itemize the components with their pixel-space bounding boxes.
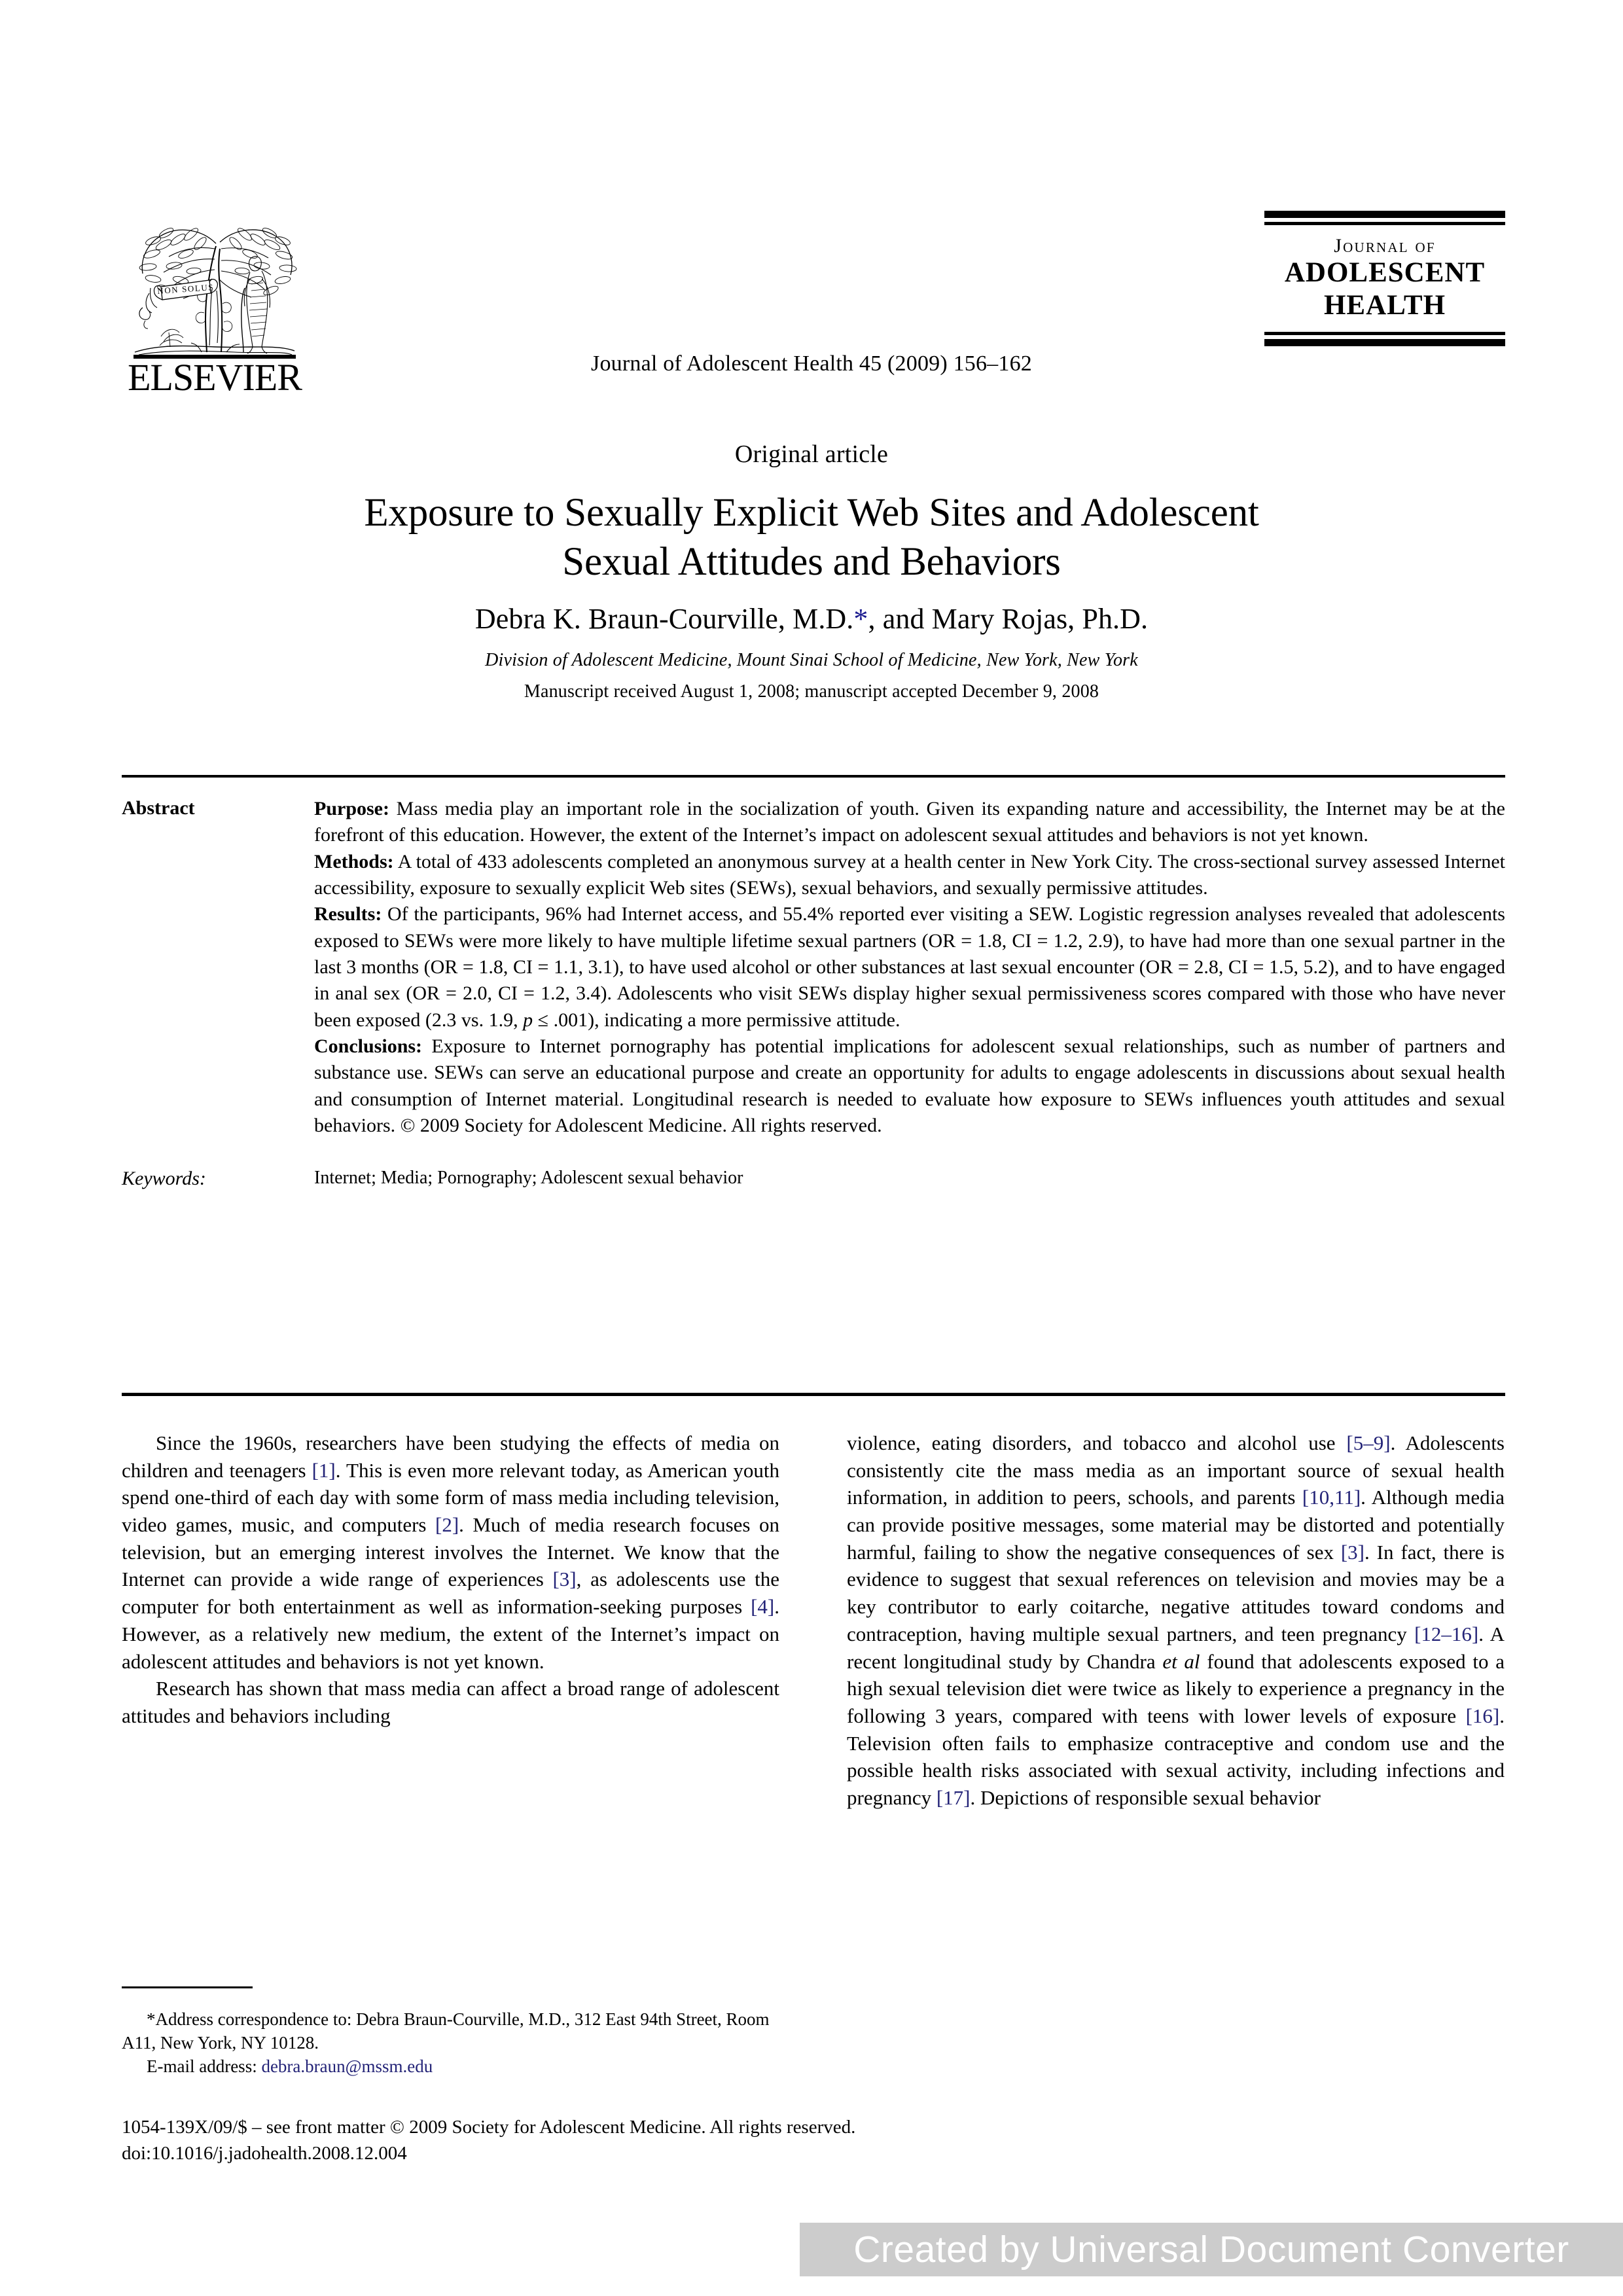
footnote-block [122,2008,783,2079]
doi-line: doi:10.1016/j.jadohealth.2008.12.004 [122,2143,407,2164]
correspondence-note: *Address correspondence to: Debra Braun-Courville, M.D., 312 East 94th Street, Room A11, New York, NY 10128. [122,2009,770,2053]
citation-ref-1[interactable]: [1] [312,1458,336,1482]
left-para1-c: . Much of media research focuses on television, but an emerging interest involves the Internet. We know that the Internet can provide a wide range of experiences [122,1513,779,1591]
citation-ref-10-11[interactable]: [10,11] [1302,1486,1361,1509]
citation-ref-4[interactable]: [4] [751,1595,775,1619]
abstract-results [314,901,1505,1033]
et-al-italic: et al [1162,1649,1200,1673]
page-title [196,488,1427,586]
right-para-e: . A recent longitudinal study by Chandra [847,1622,1505,1673]
abstract-conclusions-heading: Conclusions: [314,1035,423,1058]
author-primary: Debra K. Braun-Courville, M.D. [474,603,854,636]
author-affiliation: Division of Adolescent Medicine, Mount Sinai School of Medicine, New York, New York [485,650,1138,671]
right-para-a: violence, eating disorders, and tobacco and alcohol use [847,1431,1347,1454]
journal-logo-line-health: HEALTH [1323,290,1446,321]
watermark-banner [800,2223,1623,2276]
citation-ref-3[interactable]: [3] [1340,1540,1365,1564]
citation-ref-17[interactable]: [17] [936,1785,971,1809]
abstract-row [122,796,1505,1139]
svg-text:NON SOLUS: NON SOLUS [156,281,215,296]
abstract-conclusions [314,1033,1505,1139]
left-para1-d: , as adolescents use the computer for both entertainment as well as information-seeking purposes [122,1568,779,1619]
abstract-body [314,796,1505,1139]
left-para1-a: Since the 1960s, researchers have been studying the effects of media on children and teenagers [122,1431,779,1482]
citation-ref-5-9[interactable]: [5–9] [1346,1431,1391,1454]
corresponding-author-asterisk[interactable]: * [853,603,868,636]
right-para-d: . In fact, there is evidence to suggest that sexual references on television and movies may be a key contributor to early coitarche, negative attitudes toward condoms and contraception, having multiple sexual partners, and teen pregnancy [847,1540,1505,1645]
email-label: E-mail address: [147,2056,262,2076]
front-matter-block [122,2114,1169,2166]
body-paragraph: Research has shown that mass media can affect a broad range of adolescent attitudes and behaviors including [122,1677,779,1727]
citation-ref-12-16[interactable]: [12–16] [1414,1622,1479,1645]
right-para-h: . Depictions of responsible sexual behavior [970,1785,1321,1809]
abstract-top-rule [122,775,1505,778]
body-column-right [847,1429,1505,1812]
body-paragraph [847,1429,1505,1812]
abstract-results-text-b: ≤ .001), indicating a more permissive attitude. [533,1009,901,1031]
abstract-label: Abstract [122,797,195,819]
right-para-c: . Although media can provide positive messages, some material may be distorted and potentially harmful, failing to show the negative consequences of sex [847,1486,1505,1564]
citation-ref-2[interactable]: [2] [435,1513,459,1537]
abstract-bottom-rule [122,1393,1505,1396]
abstract-methods-heading: Methods: [314,850,394,872]
abstract-results-heading: Results: [314,903,382,925]
svg-text:ELSEVIER: ELSEVIER [128,356,302,395]
keywords-list: Internet; Media; Pornography; Adolescent sexual behavior [314,1168,743,1189]
right-para-g: . Television often fails to emphasize contraceptive and condom use and the possible health risks associated with sexual activity, including infections and pregnancy [847,1704,1505,1809]
abstract-results-text-a: Of the participants, 96% had Internet access, and 55.4% reported ever visiting a SEW. Logistic regression analyses revealed that adolescents exposed to SEWs were more likely to have multiple lifetime sexual partners (OR = 1.8, CI = 1.2, 2.9), to have had more than one sexual partner in the last 3 months (OR = 1.8, CI = 1.1, 3.1), to have used alcohol or other substances at last sexual encounter (OR = 2.8, CI = 1.5, 5.2), and to have engaged in anal sex (OR = 2.0, CI = 1.2, 3.4). Adolescents who visit SEWs display higher sexual permissiveness scores compared with those who have never been exposed (2.3 vs. 1.9, [314,903,1505,1031]
body-paragraph [122,1429,779,1675]
manuscript-dates: Manuscript received August 1, 2008; manuscript accepted December 9, 2008 [524,681,1099,702]
abstract-section [122,796,1505,1191]
abstract-methods [314,849,1505,902]
journal-logo-line-adolescent: ADOLESCENT [1284,257,1486,288]
author-secondary: , and Mary Rojas, Ph.D. [868,603,1149,636]
abstract-purpose-heading: Purpose: [314,798,389,819]
masthead [0,196,1623,399]
citation-ref-16[interactable]: [16] [1465,1704,1500,1727]
right-para-b: . Adolescents consistently cite the mass media as an important source of sexual health information, in addition to peers, schools, and parents [847,1431,1505,1509]
title-block [196,440,1427,702]
elsevier-logo [123,206,306,395]
journal-logo [1264,211,1505,346]
citation-ref-3[interactable]: [3] [552,1568,577,1591]
abstract-purpose [314,796,1505,849]
left-para1-b: . This is even more relevant today, as American youth spend one-third of each day with some form of mass media including television, video games, music, and computers [122,1458,779,1537]
keywords-label: Keywords: [122,1168,206,1190]
issn-copyright-line: 1054-139X/09/$ – see front matter © 2009 Society for Adolescent Medicine. All rights reserved. [122,2117,856,2138]
left-para1-e: . However, as a relatively new medium, the extent of the Internet’s impact on adolescent attitudes and behaviors is not yet known. [122,1595,779,1673]
abstract-results-p-symbol: p [523,1009,533,1031]
body-column-left [122,1429,779,1730]
email-link[interactable]: debra.braun@mssm.edu [261,2056,433,2076]
email-note [122,2055,783,2079]
journal-logo-line-journal-of: Journal of [1334,235,1436,257]
abstract-conclusions-text: Exposure to Internet pornography has potential implications for adolescent sexual relationships, such as number of partners and substance use. SEWs can serve an educational purpose and create an opportunity for adults to engage adolescents in discussions about sexual health and consumption of Internet material. Longitudinal research is needed to evaluate how exposure to SEWs influences youth attitudes and sexual behaviors. © 2009 Society for Adolescent Medicine. All rights reserved. [314,1035,1505,1137]
author-list [196,602,1427,636]
journal-logo-bottom-rules [1264,332,1505,346]
abstract-purpose-text: Mass media play an important role in the socialization of youth. Given its expanding nature and accessibility, the Internet may be at the forefront of this education. However, the extent of the Internet’s impact on adolescent sexual attitudes and behaviors is not yet known. [314,798,1505,846]
article-title-line-2: Sexual Attitudes and Behaviors [562,540,1061,584]
article-title-line-1: Exposure to Sexually Explicit Web Sites and Adolescent [364,491,1259,535]
abstract-methods-text: A total of 433 adolescents completed an anonymous survey at a health center in New York City. The cross-sectional survey assessed Internet accessibility, exposure to sexually explicit Web sites (SEWs), sexual behaviors, and sexually permissive attitudes. [314,850,1505,899]
watermark-text: Created by Universal Document Converter [853,2229,1569,2270]
journal-citation-line: Journal of Adolescent Health 45 (2009) 156–162 [591,351,1032,376]
right-para-f: found that adolescents exposed to a high sexual television diet were twice as likely to experience a pregnancy in the following 3 years, compared with teens with lower levels of exposure [847,1649,1505,1727]
journal-logo-top-rules [1264,211,1505,225]
keywords-row [122,1166,1505,1190]
article-type-label: Original article [734,440,889,468]
footnote-separator-rule [122,1986,253,1988]
